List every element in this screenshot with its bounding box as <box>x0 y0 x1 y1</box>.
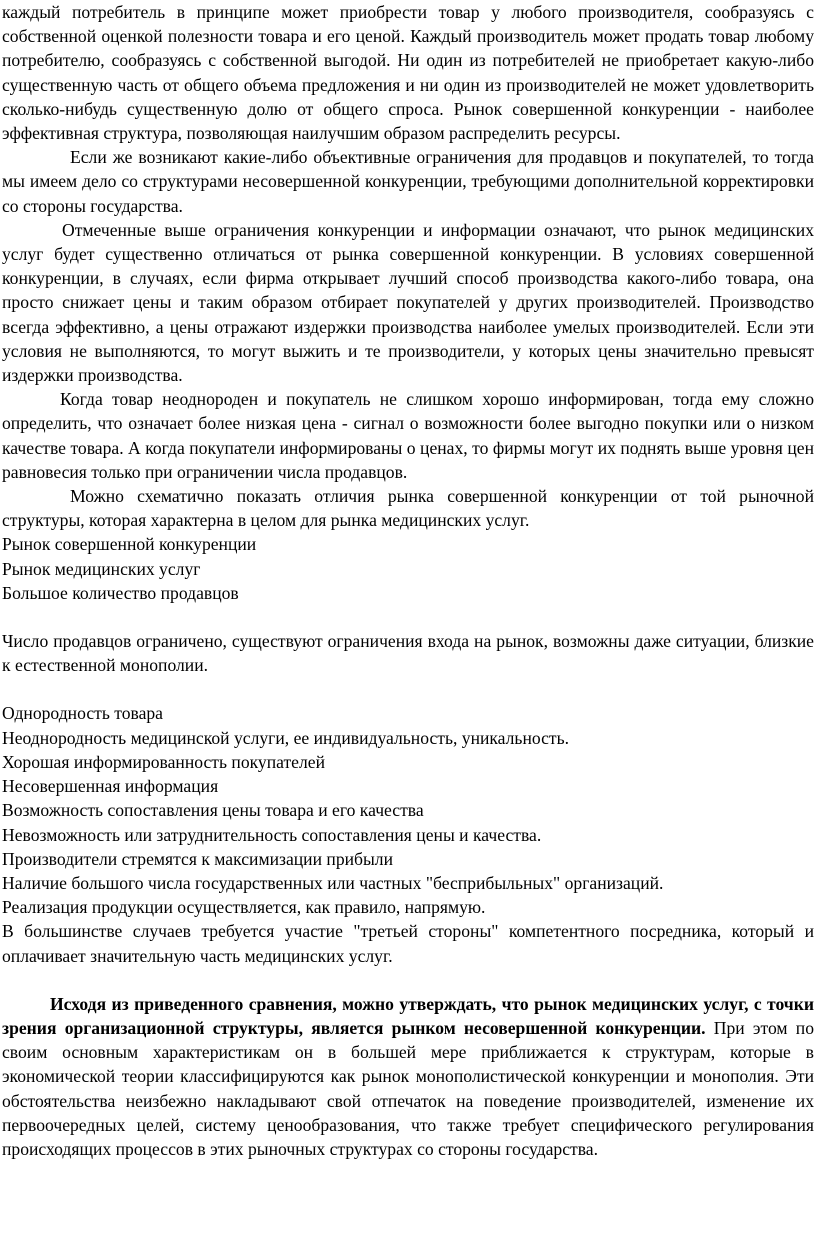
spacer <box>2 677 814 701</box>
comparison-row1-left: Большое количество продавцов <box>2 582 239 603</box>
comparison-row3-right: Несовершенная информация <box>2 776 219 797</box>
conclusion-rest: При этом по своим основным характеристикам он в большей мере приближается к структурам, которые в экономической теории классифицируются как рынок монополистической конкуренции и монополия. Эти обстоятельства неизбежно накладывают свой отпечаток на поведение производителей, изменение их первоочередных целей, систему ценообразования, что также требует специфического регулирования происходящих процессов в этих рыночных структурах со стороны государства. <box>2 1017 814 1159</box>
paragraph-comparison-intro: Можно схематично показать отличия рынка совершенной конкуренции от той рыночной структуры, которая характерна в целом для рынка медицинских услуг. <box>2 486 814 531</box>
comparison-row1-right: Число продавцов ограничено, существуют ограничения входа на рынок, возможны даже ситуации, близкие к естественной монополии. <box>2 631 814 676</box>
paragraph-conclusion <box>2 992 814 1161</box>
comparison-row4-left: Возможность сопоставления цены товара и его качества <box>2 800 424 821</box>
paragraph-perfect-competition: каждый потребитель в принципе может приобрести товар у любого производителя, сообразуясь с собственной оценкой полезности товара и его ценой. Каждый производитель может продать товар любому потребителю, сообразуясь с собственной выгодой. Ни один из потребителей не приобретает какую-либо существенную часть от общего объема предложения и ни один из производителей не может удовлетворить сколько-нибудь существенную долю от общего спроса. Рынок совершенной конкуренции - наиболее эффективная структура, позволяющая наилучшим образом распределить ресурсы. <box>2 2 814 144</box>
comparison-row4-right: Невозможность или затруднительность сопоставления цены и качества. <box>2 824 542 845</box>
paragraph-medical-market-limits: Отмеченные выше ограничения конкуренции и информации означают, что рынок медицинских услуг будет существенно отличаться от рынка совершенной конкуренции. В условиях совершенной конкуренции, в случаях, если фирма открывает лучший способ производства какого-либо товара, она просто снижает цены и таким образом отбирает покупателей у других производителей. Производство всегда эффективно, а цены отражают издержки производства наиболее умелых производителей. Если эти условия не выполняются, то могут выжить и те производители, у которых цены значительно превысят издержки производства. <box>2 219 814 386</box>
comparison-row5-right: Наличие большого числа государственных или частных "бесприбыльных" организаций. <box>2 872 664 893</box>
spacer <box>2 968 814 992</box>
comparison-header-left: Рынок совершенной конкуренции <box>2 534 257 555</box>
comparison-row2-left: Однородность товара <box>2 703 163 724</box>
paragraph-imperfect-competition: Если же возникают какие-либо объективные ограничения для продавцов и покупателей, то тогда мы имеем дело со структурами несовершенной конкуренции, требующими дополнительной корректировки со стороны государства. <box>2 147 814 216</box>
spacer <box>2 605 814 629</box>
paragraph-heterogeneous-goods: Когда товар неоднороден и покупатель не слишком хорошо информирован, тогда ему сложно определить, что означает более низкая цена - сигнал о возможности более выгодно покупки или о низком качестве товара. А когда покупатели информированы о ценах, то фирмы могут их поднять выше уровня цен равновесия только при ограничении числа продавцов. <box>2 389 814 482</box>
comparison-row6-right: В большинстве случаев требуется участие "третьей стороны" компетентного посредника, который и оплачивает значительную часть медицинских услуг. <box>2 921 814 966</box>
comparison-header-right: Рынок медицинских услуг <box>2 558 201 579</box>
comparison-row6-left: Реализация продукции осуществляется, как правило, напрямую. <box>2 897 486 918</box>
conclusion-bold-statement: Исходя из приведенного сравнения, можно утверждать, что рынок медицинских услуг, с точки зрения организационной структуры, является рынком несовершенной конкуренции. <box>2 993 814 1038</box>
comparison-row5-left: Производители стремятся к максимизации прибыли <box>2 848 393 869</box>
comparison-list <box>2 532 814 967</box>
comparison-row2-right: Неоднородность медицинской услуги, ее индивидуальность, уникальность. <box>2 727 570 748</box>
comparison-row3-left: Хорошая информированность покупателей <box>2 751 325 772</box>
